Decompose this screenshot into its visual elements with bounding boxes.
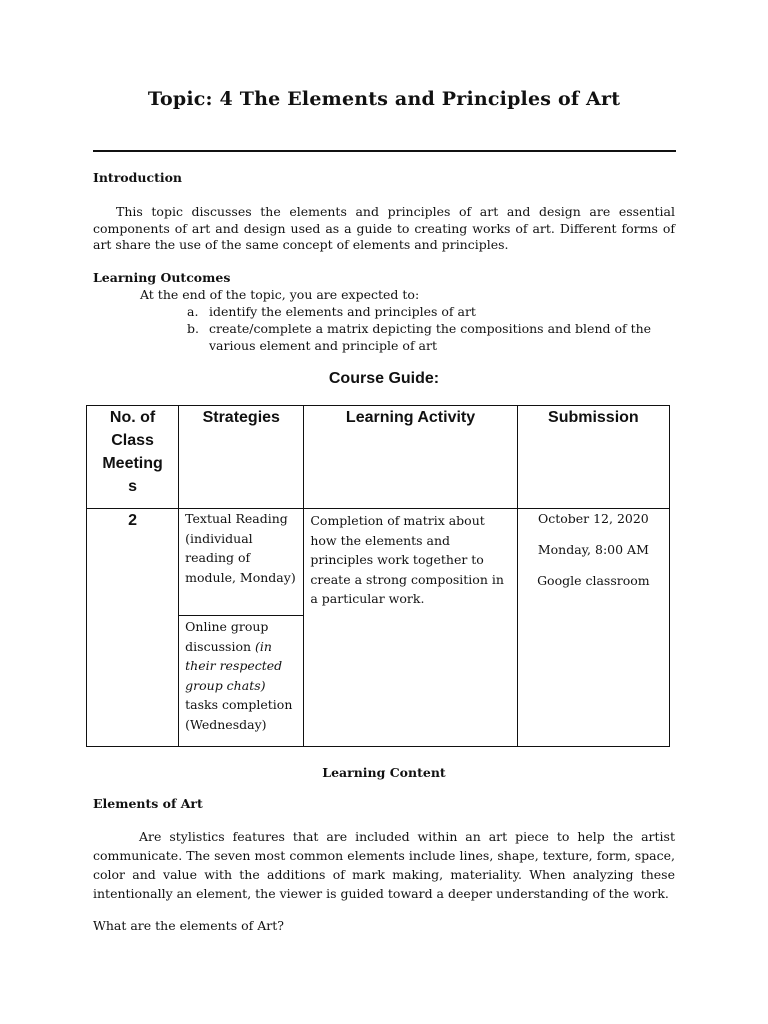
table-header-row bbox=[87, 406, 670, 509]
page-title: Topic: 4 The Elements and Principles of Art bbox=[147, 88, 621, 110]
submission-date: October 12, 2020 bbox=[537, 511, 649, 526]
introduction-text: This topic discusses the elements and principles of art and design are essential components of art and design used as a guide to creating works of art. Different forms of art share the use of the same concept of elements and principles. bbox=[93, 204, 675, 252]
course-guide-heading: Course Guide: bbox=[328, 370, 440, 387]
elements-question: What are the elements of Art? bbox=[93, 918, 284, 933]
header-meetings-line: No. of bbox=[109, 409, 156, 426]
outcome-item: create/complete a matrix depicting the compositions and blend of the bbox=[209, 321, 652, 336]
submission-time: Monday, 8:00 AM bbox=[537, 542, 649, 557]
cell-strategies bbox=[179, 509, 304, 747]
elements-text: Are stylistics features that are included within an art piece to help the artist communicate. The seven most common elements include lines, shape, texture, form, space, color and value with the additions of mark making, materiality. When analyzing these intentionally an element, the viewer is guided toward a deeper understanding of the work. bbox=[93, 829, 675, 901]
submission-platform: Google classroom bbox=[537, 573, 650, 588]
header-activity: Learning Activity bbox=[304, 406, 517, 509]
header-meetings-line: s bbox=[128, 478, 138, 495]
strategy-text: tasks completion (Wednesday) bbox=[185, 697, 293, 732]
learning-outcomes-lead: At the end of the topic, you are expected to: bbox=[140, 287, 420, 302]
header-strategies: Strategies bbox=[179, 406, 304, 509]
outcome-marker: b. bbox=[187, 321, 199, 336]
cell-activity: Completion of matrix about how the elements and principles work together to create a strong composition in a particular work. bbox=[304, 509, 517, 747]
course-guide-table bbox=[86, 405, 670, 747]
learning-outcomes-heading: Learning Outcomes bbox=[93, 270, 231, 285]
strategy-online-discussion bbox=[179, 616, 303, 734]
header-meetings bbox=[87, 406, 179, 509]
introduction-heading: Introduction bbox=[93, 170, 183, 185]
strategy-text: Online group discussion bbox=[185, 619, 269, 654]
title-divider bbox=[93, 150, 676, 152]
cell-submission bbox=[517, 509, 669, 747]
table-row bbox=[87, 509, 670, 747]
outcome-marker: a. bbox=[187, 304, 199, 319]
learning-content-heading: Learning Content bbox=[322, 765, 446, 780]
cell-meetings: 2 bbox=[87, 509, 179, 747]
header-submission: Submission bbox=[517, 406, 669, 509]
header-meetings-line: Meeting bbox=[102, 455, 163, 472]
strategy-textual-reading: Textual Reading (individual reading of module, Monday) bbox=[179, 509, 303, 616]
strategy-italic: (in their respected group chats) bbox=[185, 638, 283, 693]
elements-heading: Elements of Art bbox=[93, 796, 203, 811]
header-meetings-line: Class bbox=[111, 432, 154, 449]
outcome-item-continued: various element and principle of art bbox=[209, 338, 437, 353]
outcome-item: identify the elements and principles of art bbox=[209, 304, 476, 319]
